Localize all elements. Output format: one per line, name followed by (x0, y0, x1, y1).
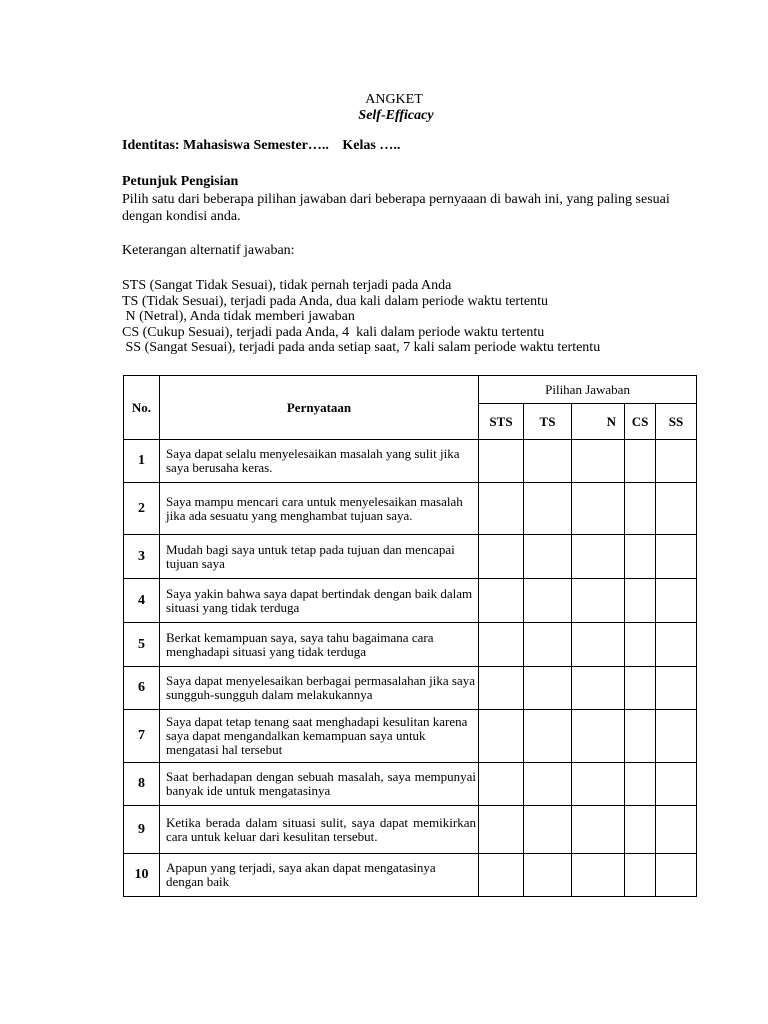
table-row (124, 854, 697, 897)
statement-text: Saya dapat tetap tenang saat menghadapi kesulitan karena saya dapat mengandalkan kemampuan saya untuk mengatasi hal tersebut (160, 710, 479, 763)
answer-cell-n[interactable] (572, 623, 625, 667)
answer-legend (122, 278, 600, 356)
legend-item: STS (Sangat Tidak Sesuai), tidak pernah terjadi pada Anda (122, 278, 452, 293)
legend-item: SS (Sangat Sesuai), terjadi pada anda setiap saat, 7 kali salam periode waktu tertentu (122, 340, 601, 355)
answer-cell-ts[interactable] (524, 667, 572, 710)
header-options-group: Pilihan Jawaban (479, 376, 697, 404)
statement-text: Saat berhadapan dengan sebuah masalah, saya mempunyai banyak ide untuk mengatasinya (160, 763, 479, 806)
instructions-heading: Petunjuk Pengisian (122, 174, 239, 189)
answer-cell-ts[interactable] (524, 483, 572, 535)
header-no: No. (124, 376, 160, 440)
instructions-text: Pilih satu dari beberapa pilihan jawaban dari beberapa pernyaaan di bawah ini, yang paling sesuai dengan kondisi anda. (122, 192, 670, 224)
row-number: 6 (124, 667, 160, 710)
answer-cell-cs[interactable] (625, 483, 656, 535)
answer-cell-ss[interactable] (656, 483, 697, 535)
answer-cell-cs[interactable] (625, 710, 656, 763)
answer-cell-ss[interactable] (656, 535, 697, 579)
answer-cell-ts[interactable] (524, 710, 572, 763)
answer-cell-n[interactable] (572, 535, 625, 579)
statement-text: Ketika berada dalam situasi sulit, saya dapat memikirkan cara untuk keluar dari kesulitan tersebut. (160, 806, 479, 854)
answer-cell-n[interactable] (572, 763, 625, 806)
legend-item: N (Netral), Anda tidak memberi jawaban (122, 309, 355, 324)
statement-text: Saya dapat menyelesaikan berbagai permasalahan jika saya sungguh-sungguh dalam melakukannya (160, 667, 479, 710)
identity-line (122, 138, 410, 154)
answer-cell-n[interactable] (572, 854, 625, 897)
answer-cell-cs[interactable] (625, 623, 656, 667)
legend-item: CS (Cukup Sesuai), terjadi pada Anda, 4 kali dalam periode waktu tertentu (122, 324, 545, 340)
statement-text: Saya dapat selalu menyelesaikan masalah yang sulit jika saya berusaha keras. (160, 440, 479, 483)
row-number: 3 (124, 535, 160, 579)
answer-cell-sts[interactable] (479, 763, 524, 806)
identity-class: Kelas ….. (342, 138, 401, 153)
statement-text: Saya yakin bahwa saya dapat bertindak dengan baik dalam situasi yang tidak terduga (160, 579, 479, 623)
answer-cell-n[interactable] (572, 710, 625, 763)
statement-text: Mudah bagi saya untuk tetap pada tujuan dan mencapai tujuan saya (160, 535, 479, 579)
answer-cell-sts[interactable] (479, 854, 524, 897)
answer-cell-sts[interactable] (479, 579, 524, 623)
header-statement: Pernyataan (160, 376, 479, 440)
header-option-sts: STS (479, 404, 524, 440)
answer-cell-ts[interactable] (524, 763, 572, 806)
document-title: ANGKET (365, 92, 423, 107)
answer-cell-sts[interactable] (479, 623, 524, 667)
answer-cell-cs[interactable] (625, 535, 656, 579)
legend-heading: Keterangan alternatif jawaban: (122, 243, 295, 258)
row-number: 9 (124, 806, 160, 854)
answer-cell-sts[interactable] (479, 806, 524, 854)
table-row (124, 806, 697, 854)
answer-cell-ss[interactable] (656, 710, 697, 763)
table-row (124, 440, 697, 483)
table-row (124, 667, 697, 710)
answer-cell-ss[interactable] (656, 806, 697, 854)
row-number: 10 (124, 854, 160, 897)
answer-cell-ts[interactable] (524, 854, 572, 897)
answer-cell-sts[interactable] (479, 440, 524, 483)
identity-semester: Identitas: Mahasiswa Semester….. (122, 138, 329, 153)
table-row (124, 623, 697, 667)
row-number: 4 (124, 579, 160, 623)
answer-cell-n[interactable] (572, 579, 625, 623)
header-option-ts: TS (524, 404, 572, 440)
answer-cell-cs[interactable] (625, 806, 656, 854)
answer-cell-ss[interactable] (656, 763, 697, 806)
row-number: 2 (124, 483, 160, 535)
answer-cell-ss[interactable] (656, 854, 697, 897)
answer-cell-ts[interactable] (524, 806, 572, 854)
answer-cell-sts[interactable] (479, 483, 524, 535)
answer-cell-ts[interactable] (524, 440, 572, 483)
answer-cell-ss[interactable] (656, 440, 697, 483)
answer-cell-cs[interactable] (625, 667, 656, 710)
answer-cell-cs[interactable] (625, 854, 656, 897)
answer-cell-n[interactable] (572, 483, 625, 535)
table-row (124, 710, 697, 763)
answer-cell-ts[interactable] (524, 623, 572, 667)
answer-cell-sts[interactable] (479, 535, 524, 579)
table-row (124, 535, 697, 579)
answer-cell-cs[interactable] (625, 579, 656, 623)
answer-cell-cs[interactable] (625, 763, 656, 806)
row-number: 1 (124, 440, 160, 483)
answer-cell-ss[interactable] (656, 579, 697, 623)
answer-cell-ss[interactable] (656, 667, 697, 710)
statement-text: Berkat kemampuan saya, saya tahu bagaimana cara menghadapi situasi yang tidak terduga (160, 623, 479, 667)
row-number: 8 (124, 763, 160, 806)
document-subtitle: Self-Efficacy (358, 108, 434, 123)
answer-cell-n[interactable] (572, 667, 625, 710)
answer-cell-ts[interactable] (524, 535, 572, 579)
answer-cell-ts[interactable] (524, 579, 572, 623)
row-number: 7 (124, 710, 160, 763)
answer-cell-cs[interactable] (625, 440, 656, 483)
legend-item: TS (Tidak Sesuai), terjadi pada Anda, dua kali dalam periode waktu tertentu (122, 293, 548, 309)
header-option-ss: SS (656, 404, 697, 440)
answer-cell-n[interactable] (572, 440, 625, 483)
statement-text: Apapun yang terjadi, saya akan dapat mengatasinya dengan baik (160, 854, 479, 897)
header-option-n: N (572, 404, 625, 440)
answer-cell-sts[interactable] (479, 667, 524, 710)
answer-cell-n[interactable] (572, 806, 625, 854)
table-row (124, 579, 697, 623)
table-row (124, 483, 697, 535)
answer-cell-ss[interactable] (656, 623, 697, 667)
table-row (124, 763, 697, 806)
statement-text: Saya mampu mencari cara untuk menyelesaikan masalah jika ada sesuatu yang menghambat tujuan saya. (160, 483, 479, 535)
questionnaire-table (123, 375, 697, 897)
row-number: 5 (124, 623, 160, 667)
header-option-cs: CS (625, 404, 656, 440)
answer-cell-sts[interactable] (479, 710, 524, 763)
